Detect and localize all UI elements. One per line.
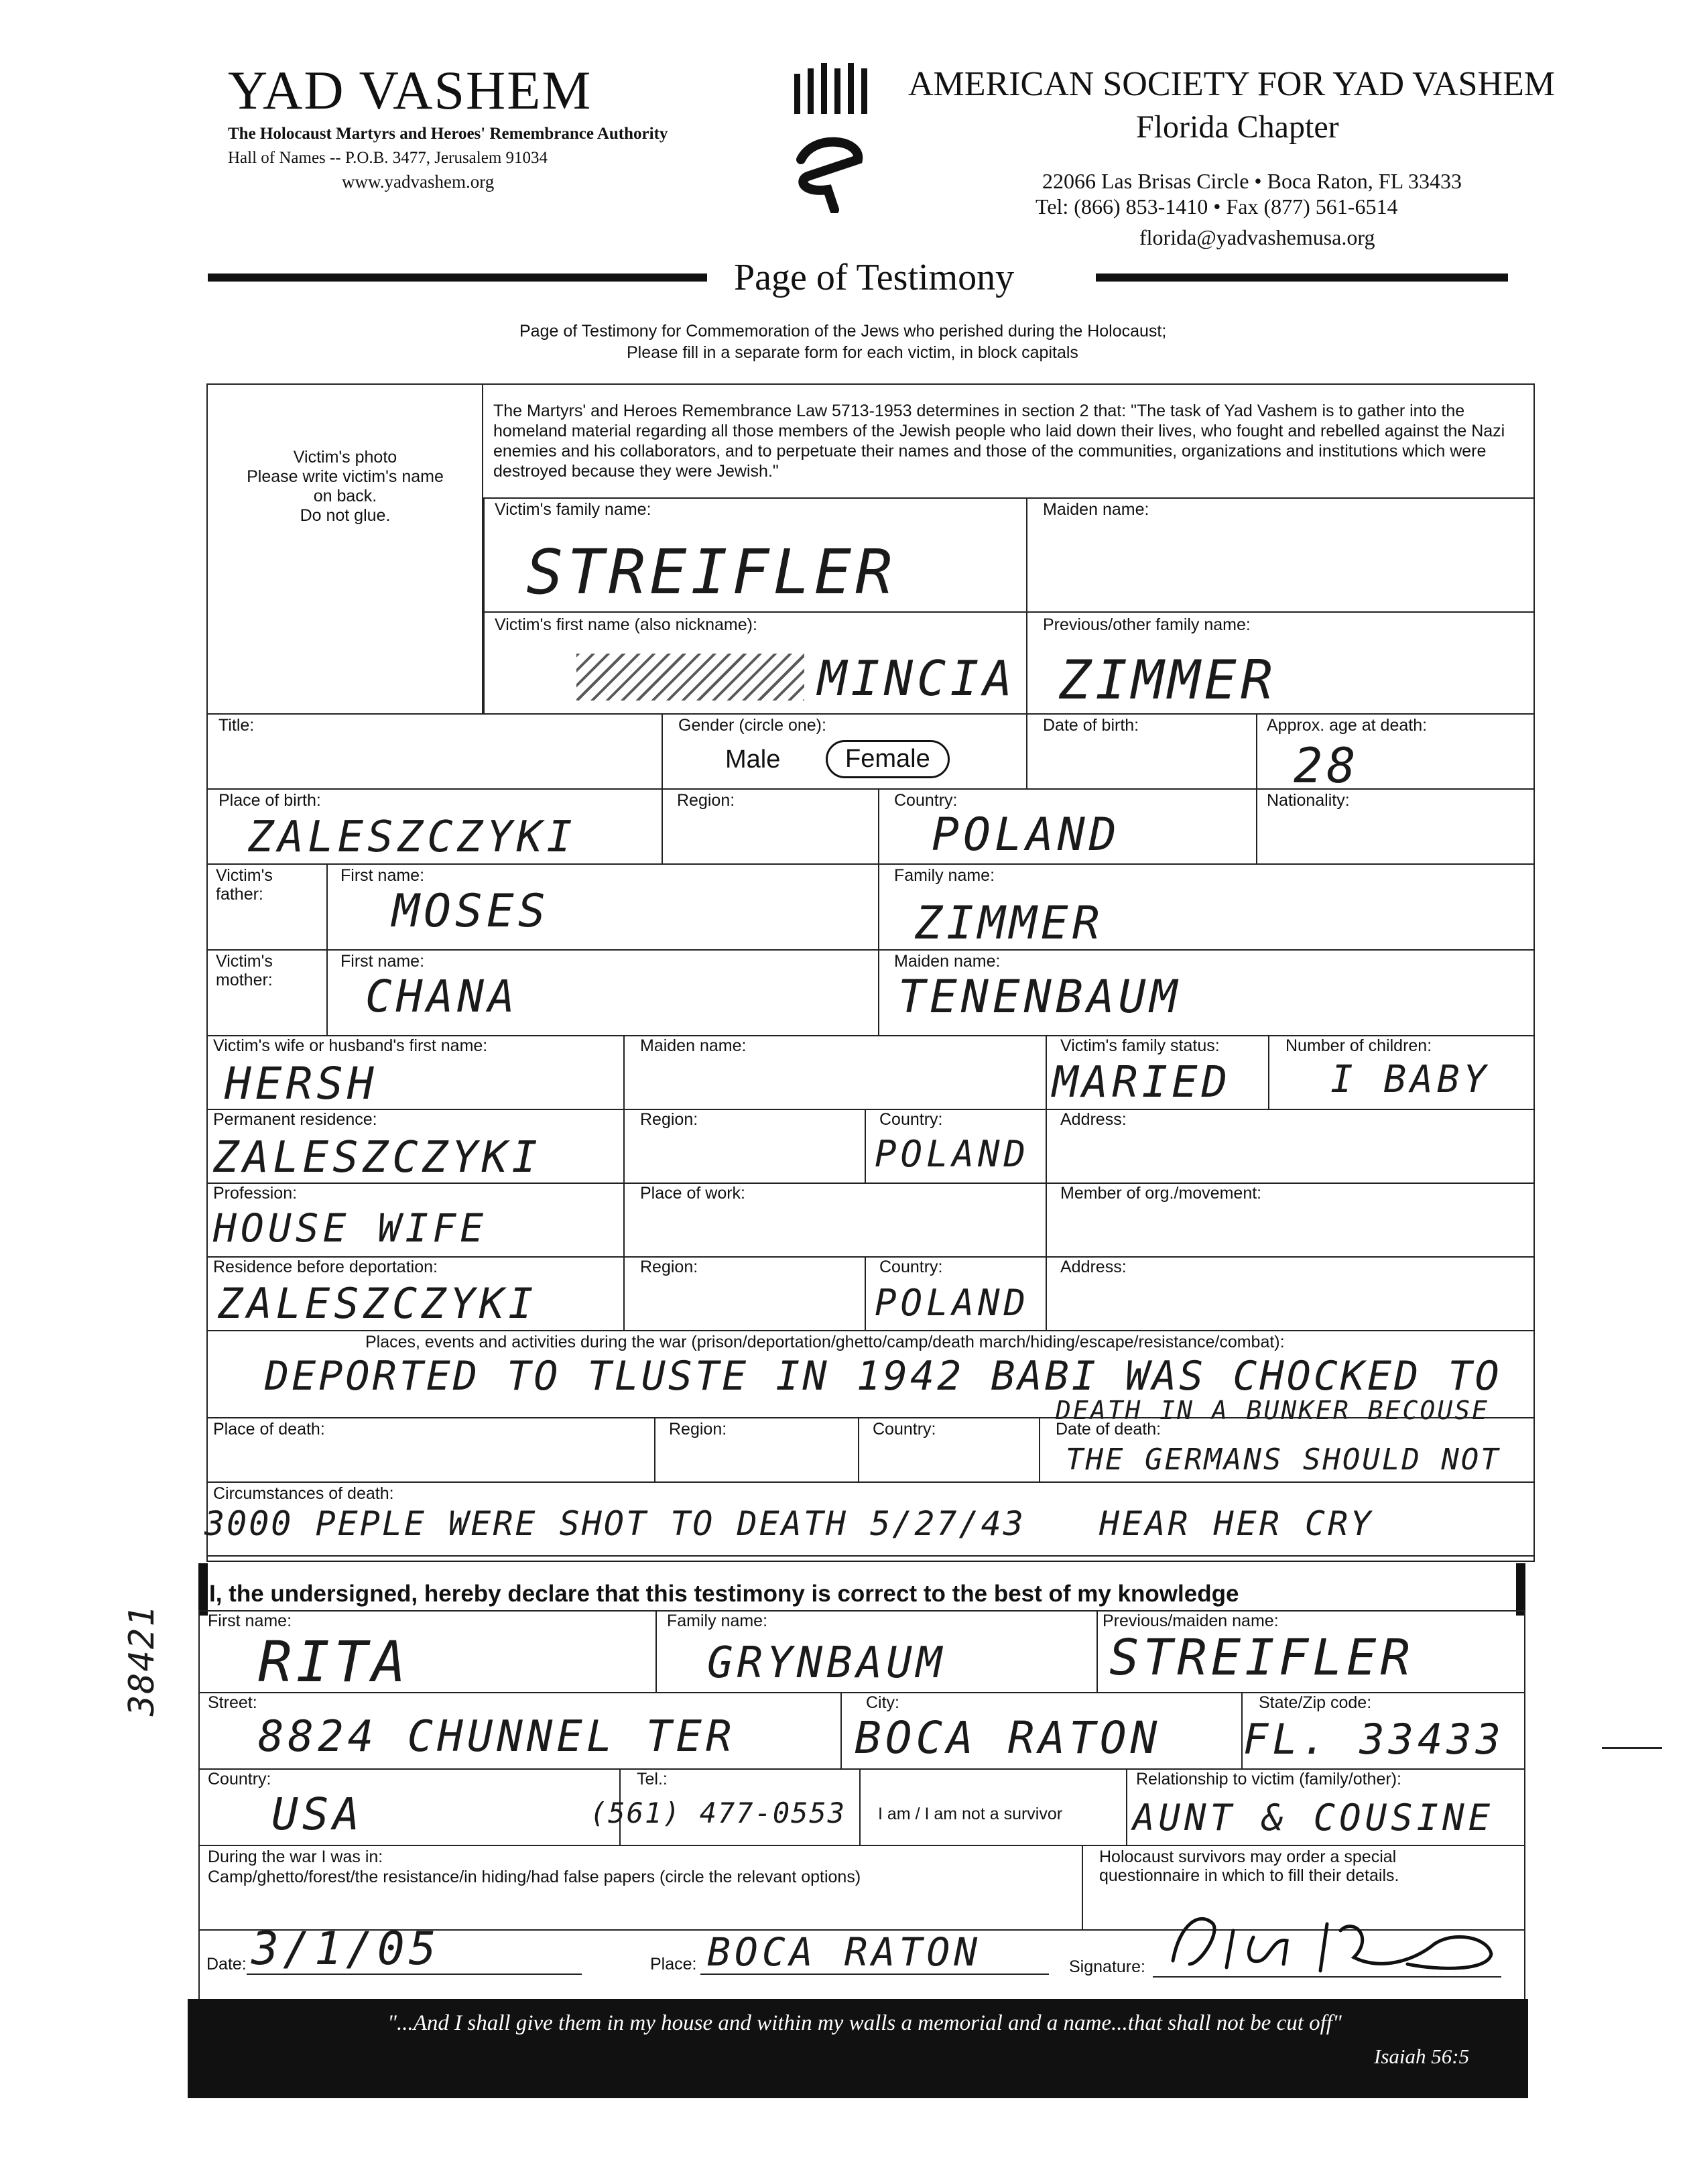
residence-address-label: Address: bbox=[1060, 1110, 1127, 1129]
father-family-label: Family name: bbox=[894, 866, 995, 885]
victims-father-label: Victim's father: bbox=[216, 866, 273, 904]
birth-country-label: Country: bbox=[894, 791, 958, 810]
spouse-maiden-label: Maiden name: bbox=[640, 1036, 747, 1055]
survivor-label[interactable]: I am / I am not a survivor bbox=[878, 1805, 1063, 1823]
family-name-value: STREIFLER bbox=[526, 536, 897, 608]
title-label: Title: bbox=[218, 716, 255, 735]
children-label: Number of children: bbox=[1286, 1036, 1432, 1055]
death-region-label: Region: bbox=[669, 1420, 727, 1439]
father-first-value: MOSES bbox=[392, 885, 550, 938]
submitter-country-label: Country: bbox=[208, 1770, 271, 1788]
residence-region-label: Region: bbox=[640, 1110, 698, 1129]
birth-region-label: Region: bbox=[677, 791, 735, 810]
footer-quote: "...And I shall give them in my house and within my walls a memorial and a name...that shall not be cut off" bbox=[387, 2011, 1342, 2035]
photo-line-2: Please write victim's name bbox=[247, 467, 444, 486]
age-label: Approx. age at death: bbox=[1267, 716, 1428, 735]
father-family-value: ZIMMER bbox=[915, 897, 1104, 950]
age-value: 28 bbox=[1294, 737, 1360, 794]
place-label: Place: bbox=[650, 1955, 697, 1974]
street-value: 8824 CHUNNEL TER bbox=[258, 1712, 736, 1762]
margin-dash bbox=[1602, 1747, 1662, 1749]
children-value: I BABY bbox=[1330, 1058, 1491, 1101]
maiden-name-label: Maiden name: bbox=[1043, 500, 1149, 519]
header-rule-left bbox=[208, 274, 707, 282]
title-cell[interactable] bbox=[206, 713, 663, 790]
yad-vashem-title: YAD VASHEM bbox=[228, 60, 592, 121]
declaration-bar-right bbox=[1516, 1563, 1525, 1616]
relationship-value: AUNT & COUSINE bbox=[1133, 1797, 1495, 1839]
submitter-first-value: RITA bbox=[258, 1629, 410, 1695]
state-zip-label: State/Zip code: bbox=[1259, 1693, 1372, 1712]
nationality-label: Nationality: bbox=[1267, 791, 1350, 810]
signature-label: Signature: bbox=[1069, 1957, 1145, 1976]
instruction-line-1: Page of Testimony for Commemoration of the Jews who perished during the Holocaust; bbox=[519, 322, 1167, 341]
previous-family-name-value: ZIMMER bbox=[1059, 649, 1277, 711]
tel-value: (561) 477-0553 bbox=[590, 1797, 846, 1829]
place-of-death-label: Place of death: bbox=[213, 1420, 325, 1439]
first-name-label: Victim's first name (also nickname): bbox=[495, 615, 757, 634]
circumstances-value: 3000 PEPLE WERE SHOT TO DEATH 5/27/43 bbox=[204, 1504, 1025, 1543]
mother-maiden-value: TENENBAUM bbox=[898, 971, 1182, 1024]
gender-female-option[interactable]: Female bbox=[826, 740, 950, 778]
gender-label: Gender (circle one): bbox=[678, 716, 826, 735]
family-status-value: MARIED bbox=[1052, 1058, 1232, 1107]
residence-country-value: POLAND bbox=[875, 1133, 1030, 1175]
member-org-label: Member of org./movement: bbox=[1060, 1184, 1262, 1203]
deportation-residence-value: ZALESZCZYKI bbox=[218, 1279, 538, 1328]
society-email: florida@yadvashemusa.org bbox=[1139, 225, 1375, 249]
photo-line-3: on back. bbox=[313, 487, 377, 505]
deportation-residence-label: Residence before deportation: bbox=[213, 1258, 438, 1276]
victims-mother-label: Victim's mother: bbox=[216, 952, 273, 989]
date-value: 3/1/05 bbox=[251, 1923, 440, 1976]
yad-vashem-address: Hall of Names -- P.O.B. 3477, Jerusalem 91034 bbox=[228, 149, 548, 167]
questionnaire-text: Holocaust survivors may order a special questionnaire in which to fill their details. bbox=[1099, 1847, 1399, 1885]
relationship-label: Relationship to victim (family/other): bbox=[1136, 1770, 1401, 1788]
form-title: Page of Testimony bbox=[734, 257, 1015, 298]
date-label: Date: bbox=[206, 1955, 247, 1974]
street-label: Street: bbox=[208, 1693, 257, 1712]
place-of-work-label: Place of work: bbox=[640, 1184, 746, 1203]
submitter-family-label: Family name: bbox=[667, 1612, 768, 1630]
spouse-first-label: Victim's wife or husband's first name: bbox=[213, 1036, 488, 1055]
mother-first-value: CHANA bbox=[365, 971, 519, 1022]
mother-first-label: First name: bbox=[340, 952, 425, 971]
dob-label: Date of birth: bbox=[1043, 716, 1139, 735]
profession-label: Profession: bbox=[213, 1184, 298, 1203]
state-zip-value: FL. 33433 bbox=[1243, 1715, 1505, 1764]
previous-family-name-label: Previous/other family name: bbox=[1043, 615, 1251, 634]
city-value: BOCA RATON bbox=[855, 1712, 1162, 1764]
permanent-residence-label: Permanent residence: bbox=[213, 1110, 377, 1129]
submitter-previous-label: Previous/maiden name: bbox=[1103, 1612, 1279, 1630]
death-country-label: Country: bbox=[873, 1420, 936, 1439]
father-first-label: First name: bbox=[340, 866, 425, 885]
signature-scribble[interactable] bbox=[1153, 1897, 1501, 1984]
society-title: AMERICAN SOCIETY FOR YAD VASHEM bbox=[908, 65, 1556, 103]
permanent-residence-value: ZALESZCZYKI bbox=[213, 1133, 542, 1182]
circumstances-value-end: HEAR HER CRY bbox=[1099, 1504, 1374, 1543]
footer-citation: Isaiah 56:5 bbox=[1374, 2045, 1470, 2068]
spouse-first-value: HERSH bbox=[225, 1058, 378, 1109]
margin-number: 38421 bbox=[122, 1604, 162, 1716]
deportation-address-label: Address: bbox=[1060, 1258, 1127, 1276]
law-text: The Martyrs' and Heroes Remembrance Law 5713-1953 determines in section 2 that: "The task of Yad Vashem is to gather into the homeland material regarding all those members of the Jewish people who laid down their lives, who fought and rebelled against the Nazi enemies and his collaborators, and to perpetuate their names and those of the communities, organizations and institutions which were destroyed because they were Jewish." bbox=[493, 402, 1505, 481]
profession-value: HOUSE WIFE bbox=[213, 1205, 488, 1251]
place-value: BOCA RATON bbox=[707, 1929, 982, 1975]
photo-line-4: Do not glue. bbox=[300, 506, 391, 525]
photo-box[interactable] bbox=[206, 383, 483, 715]
date-of-death-note: THE GERMANS SHOULD NOT bbox=[1066, 1443, 1501, 1477]
submitter-first-label: First name: bbox=[208, 1612, 292, 1630]
submitter-country-value: USA bbox=[271, 1788, 364, 1840]
photo-box-instructions bbox=[214, 448, 476, 526]
society-phone: Tel: (866) 853-1410 • Fax (877) 561-6514 bbox=[1036, 194, 1398, 219]
city-label: City: bbox=[866, 1693, 899, 1712]
yad-vashem-subtitle: The Holocaust Martyrs and Heroes' Remembrance Authority bbox=[228, 125, 668, 143]
residence-country-label: Country: bbox=[879, 1110, 943, 1129]
declaration-bar-left bbox=[198, 1563, 208, 1616]
war-places-value: DEPORTED TO TLUSTE IN 1942 BABI WAS CHOCKED TO bbox=[265, 1353, 1502, 1400]
yad-vashem-logo bbox=[788, 59, 875, 213]
society-address: 22066 Las Brisas Circle • Boca Raton, FL 33433 bbox=[1042, 169, 1462, 193]
instruction-line-2: Please fill in a separate form for each victim, in block capitals bbox=[627, 343, 1078, 362]
society-chapter: Florida Chapter bbox=[1136, 109, 1339, 145]
family-status-label: Victim's family status: bbox=[1060, 1036, 1220, 1055]
header-rule-right bbox=[1096, 274, 1508, 282]
submitter-family-value: GRYNBAUM bbox=[707, 1638, 946, 1688]
family-name-label: Victim's family name: bbox=[495, 500, 651, 519]
first-name-value: MINCIA bbox=[818, 650, 1017, 707]
mother-maiden-label: Maiden name: bbox=[894, 952, 1001, 971]
place-of-birth-label: Place of birth: bbox=[218, 791, 321, 810]
birth-country-value: POLAND bbox=[932, 808, 1121, 861]
date-of-death-label: Date of death: bbox=[1056, 1420, 1162, 1439]
submitter-previous-value: STREIFLER bbox=[1109, 1629, 1414, 1687]
circumstances-label: Circumstances of death: bbox=[213, 1484, 394, 1503]
deportation-country-label: Country: bbox=[879, 1258, 943, 1276]
photo-line-1: Victim's photo bbox=[293, 448, 397, 467]
first-name-strikeout bbox=[576, 654, 804, 701]
yad-vashem-website: www.yadvashem.org bbox=[342, 172, 495, 192]
gender-male-option[interactable]: Male bbox=[725, 745, 781, 774]
declaration-text: I, the undersigned, hereby declare that this testimony is correct to the best of my knowledge bbox=[209, 1581, 1239, 1607]
war-places-value-2: DEATH IN A BUNKER BECOUSE bbox=[1056, 1396, 1489, 1425]
place-of-birth-value: ZALESZCZYKI bbox=[248, 812, 576, 862]
during-war-options[interactable]: Camp/ghetto/forest/the resistance/in hiding/had false papers (circle the relevant options) bbox=[208, 1868, 861, 1886]
deportation-region-label: Region: bbox=[640, 1258, 698, 1276]
tel-label: Tel.: bbox=[637, 1770, 668, 1788]
war-places-label: Places, events and activities during the war (prison/deportation/ghetto/camp/death march/hiding/escape/resistance/combat): bbox=[365, 1333, 1285, 1351]
deportation-country-value: POLAND bbox=[875, 1282, 1030, 1324]
during-war-label: During the war I was in: bbox=[208, 1847, 383, 1866]
